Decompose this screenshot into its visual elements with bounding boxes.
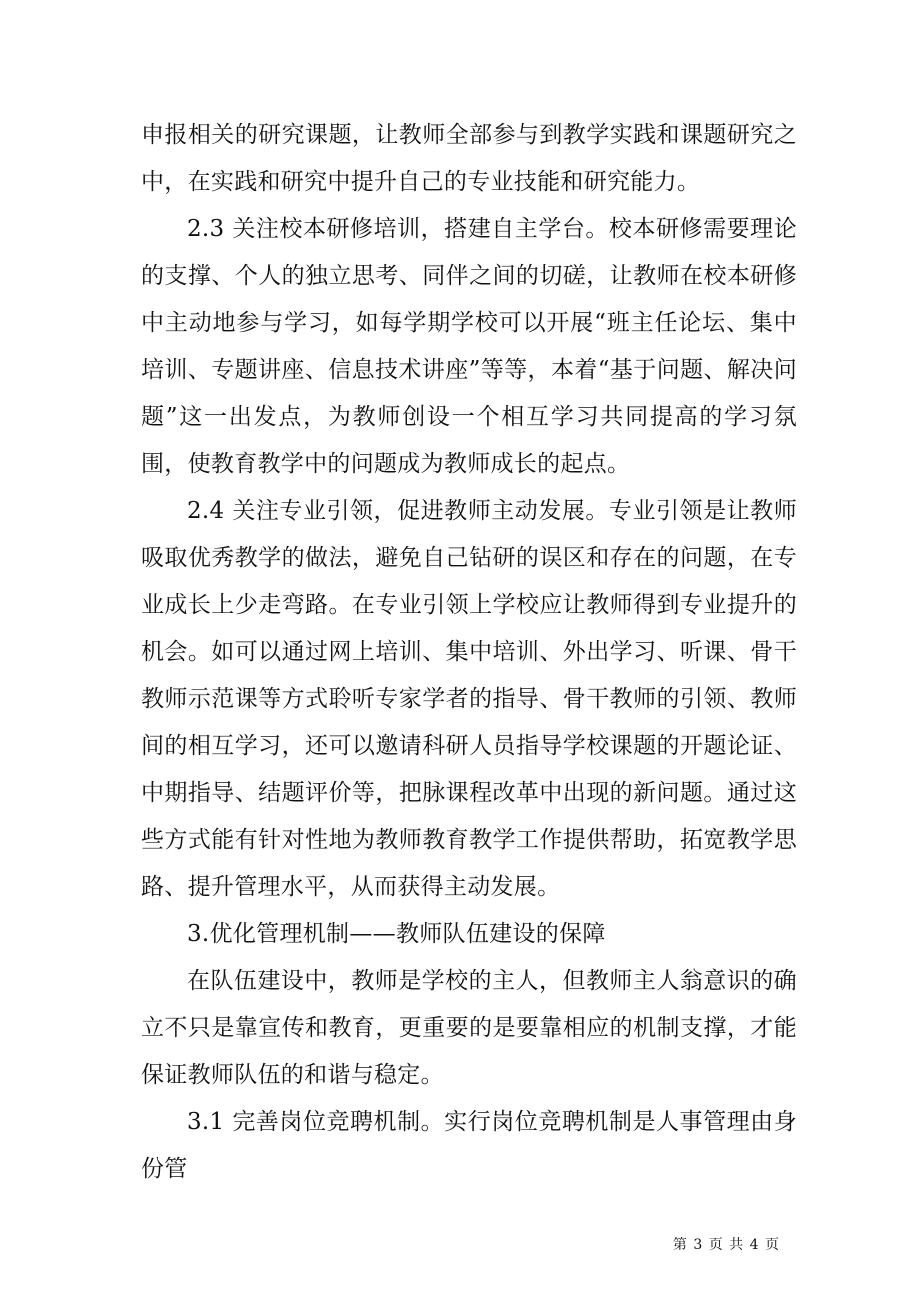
- section-heading: 3.优化管理机制——教师队伍建设的保障: [187, 921, 606, 947]
- document-body: [141, 112, 797, 1193]
- page-number-footer: 第 3 页 共 4 页: [672, 1237, 780, 1253]
- paragraph-2: 2.3 关注校本研修培训，搭建自主学台。校本研修需要理论的支撑、个人的独立思考、同伴之间的切磋，让教师在校本研修中主动地参与学习，如每学期学校可以开展“班主任论坛、集中培训、专题讲座、信息技术讲座”等等，本着“基于问题、解决问题”这一出发点，为教师创设一个相互学习共同提高的学习氛围，使教育教学中的问题成为教师成长的起点。: [141, 216, 797, 477]
- paragraph-6: 3.1 完善岗位竞聘机制。实行岗位竞聘机制是人事管理由身份管: [141, 1109, 797, 1182]
- paragraph-3: 2.4 关注专业引领，促进教师主动发展。专业引领是让教师吸取优秀教学的做法，避免自己钻研的误区和存在的问题，在专业成长上少走弯路。在专业引领上学校应让教师得到专业提升的机会。如可以通过网上培训、集中培训、外出学习、听课、骨干教师示范课等方式聆听专家学者的指导、骨干教师的引领、教师间的相互学习，还可以邀请科研人员指导学校课题的开题论证、中期指导、结题评价等，把脉课程改革中出现的新问题。通过这些方式能有针对性地为教师教育教学工作提供帮助，拓宽教学思路、提升管理水平，从而获得主动发展。: [141, 498, 797, 900]
- paragraph-5: 在队伍建设中，教师是学校的主人，但教师主人翁意识的确立不只是靠宣传和教育，更重要的是要靠相应的机制支撑，才能保证教师队伍的和谐与稳定。: [141, 968, 797, 1088]
- paragraph-1: 申报相关的研究课题，让教师全部参与到教学实践和课题研究之中，在实践和研究中提升自己的专业技能和研究能力。: [141, 122, 797, 195]
